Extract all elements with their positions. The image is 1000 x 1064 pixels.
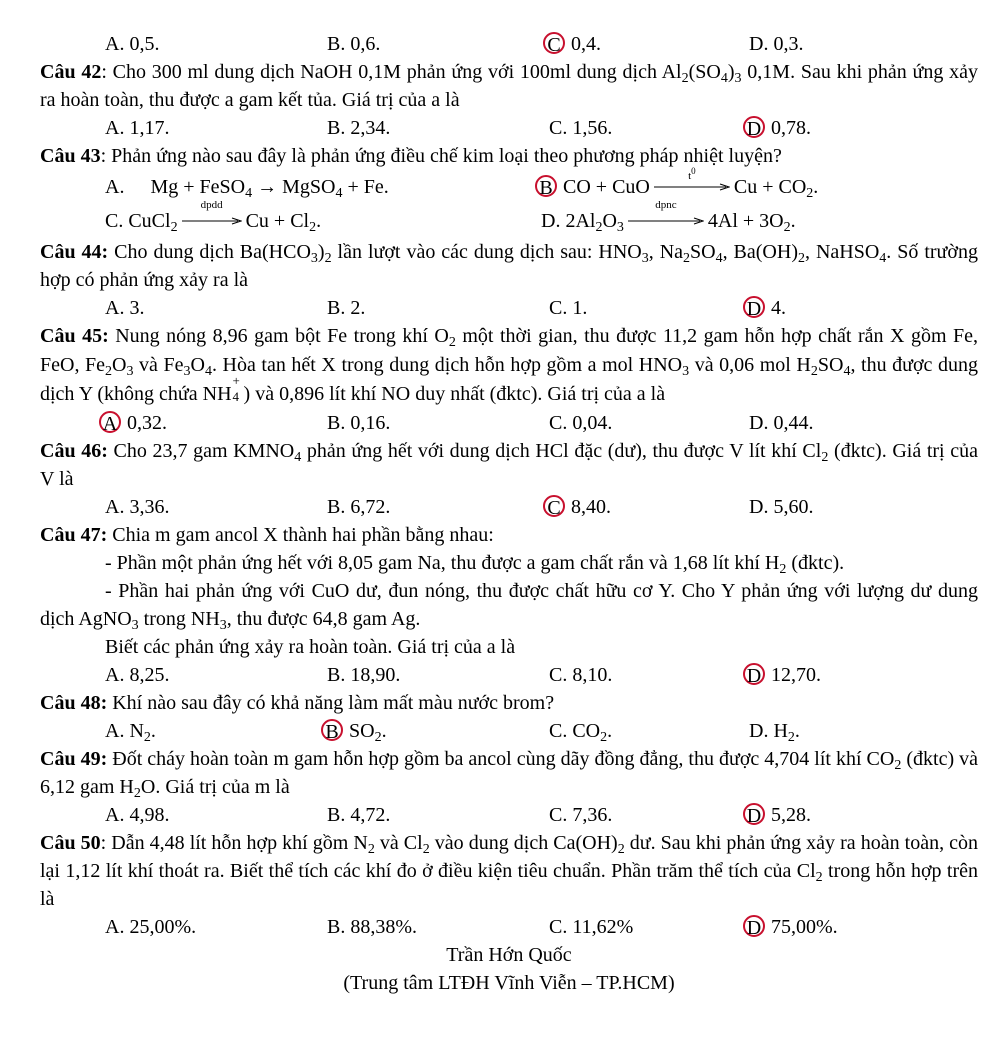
author-organization: (Trung tâm LTĐH Vĩnh Viễn – TP.HCM) (343, 972, 675, 994)
author-name: Trần Hớn Quốc (446, 944, 572, 966)
q42-option-d (746, 114, 971, 142)
answer-circle-icon: D (743, 296, 765, 318)
q45-text: O (112, 354, 127, 376)
q43-option-a (105, 173, 541, 201)
q48-options (40, 717, 978, 745)
exam-page (40, 30, 978, 997)
reaction-arrow-icon (182, 199, 242, 229)
subscript: 2 (779, 562, 787, 577)
question-42 (40, 58, 978, 114)
q46-text: Cho 23,7 gam KMNO (107, 440, 295, 462)
subscript: 2 (787, 730, 795, 745)
subscript: 4 (879, 251, 887, 266)
subscript: 4 (204, 364, 212, 379)
q50-text: vào dung dịch Ca(OH) (429, 832, 618, 854)
q45-text: và 0,06 mol H (689, 354, 811, 376)
equation-text: 4Al + 3O (707, 210, 784, 232)
equation-text: Mg + FeSO (150, 176, 246, 198)
q46-option-c-text: 8,40. (566, 496, 611, 518)
q41-options (40, 30, 978, 58)
q43-option-d (541, 199, 977, 235)
q49-text: (đktc) và 6,12 gam H (40, 748, 978, 798)
q46-text: (đktc). Giá trị của V là (40, 440, 978, 490)
subscript: 2 (681, 71, 689, 86)
q47-text: - Phần hai phản ứng với CuO dư, đun nóng, thu được chất hữu cơ Y. Cho Y phản ứng với lượng dư dung dịch AgNO (40, 580, 978, 630)
subscript: 4 (715, 251, 723, 266)
option-letter: A. (105, 176, 125, 198)
q45-option-b: B. 0,16. (327, 412, 391, 434)
q45-text: . Hòa tan hết X trong dung dịch hỗn hợp gồm a mol HNO (211, 354, 683, 376)
answer-circle-icon: D (743, 663, 765, 685)
q43-text: : Phản ứng nào sau đây là phản ứng điều chế kim loại theo phương pháp nhiệt luyện? (100, 145, 782, 167)
q45-options (40, 409, 978, 437)
subscript: 2 (617, 842, 625, 857)
q42-option-a: A. 1,17. (105, 117, 170, 139)
answer-circle-icon: C (543, 32, 565, 54)
q44-text: ) (317, 241, 325, 263)
q41-option-c (549, 30, 749, 58)
q42-text: ) (727, 61, 735, 83)
q50-option-d-text: 75,00%. (766, 916, 838, 938)
question-45 (40, 322, 978, 409)
q49-options (40, 801, 978, 829)
subscript: 3 (734, 71, 742, 86)
answer-circle-icon: A (99, 411, 121, 433)
q41-option-d: D. 0,3. (749, 33, 804, 55)
equation-text: Cu + Cl (245, 210, 310, 232)
q50-option-a: A. 25,00%. (105, 916, 197, 938)
reaction-arrow-icon (654, 166, 730, 195)
q44-options (40, 294, 978, 322)
subscript: 2 (894, 758, 902, 773)
q46-options (40, 493, 978, 521)
q48-option-d-text: D. H (749, 720, 788, 742)
superscript: 0 (691, 166, 696, 176)
q42-text: : Cho 300 ml dung dịch NaOH 0,1M phản ứng với 100ml dung dịch Al (101, 61, 682, 83)
subscript: 4 (245, 186, 253, 201)
q49-text: Đốt cháy hoàn toàn m gam hỗn hợp gồm ba ancol cùng dãy đồng đẳng, thu được 4,704 lít khí CO (107, 748, 895, 770)
q47-option-d (746, 661, 971, 689)
subscript: 3 (183, 364, 191, 379)
subscript: 2 (783, 220, 791, 235)
subscript: 2 (143, 730, 151, 745)
subscript: 3 (131, 618, 139, 633)
subscript: 4 (294, 450, 302, 465)
question-label: Câu 43 (40, 145, 101, 167)
q50-text: dư. Sau khi phản ứng xảy ra hoàn toàn, còn lại 1,12 lít khí thoát ra. Biết thể tích các khí đo ở điều kiện tiêu chuẩn. Phần trăm thể tích của Cl (40, 832, 979, 882)
q43-options-cd (40, 199, 978, 238)
question-49 (40, 745, 978, 801)
q47-options (40, 661, 978, 689)
question-44 (40, 238, 978, 294)
q48-option-b (327, 717, 549, 745)
q50-options (40, 913, 978, 941)
q48-option-b-end: . (381, 720, 387, 742)
q49-option-d (746, 801, 971, 829)
arrow-label-text: t (688, 170, 692, 182)
q48-option-a-end: . (150, 720, 156, 742)
q45-text: , thu được dung dịch Y (không chứa NH (40, 354, 979, 405)
subscript: 2 (422, 842, 430, 857)
q45-text: Nung nóng 8,96 gam bột Fe trong khí O (108, 325, 449, 347)
subscript: 2 (448, 335, 456, 350)
question-label: Câu 42 (40, 61, 102, 83)
answer-circle-icon: D (743, 116, 765, 138)
q47-part-3: Biết các phản ứng xảy ra hoàn toàn. Giá trị của a là (105, 636, 516, 658)
q47-text: (đktc). (786, 552, 845, 574)
q46-option-c (549, 493, 749, 521)
q48-option-c-text: C. CO (549, 720, 601, 742)
question-label: Câu 45: (40, 325, 109, 347)
question-47 (40, 521, 978, 549)
arrow-label (654, 165, 730, 182)
question-label: Câu 46: (40, 440, 108, 462)
subscript: 2 (797, 251, 805, 266)
q49-text: O. Giá trị của m là (140, 776, 290, 798)
subscript: 3 (682, 364, 690, 379)
q48-option-c-end: . (607, 720, 613, 742)
question-label: Câu 47: (40, 524, 108, 546)
answer-circle-icon: C (543, 495, 565, 517)
q50-text: : Dẫn 4,48 lít hỗn hợp khí gồm N (100, 832, 368, 854)
q44-option-c: C. 1. (549, 297, 588, 319)
q45-text: O (190, 354, 205, 376)
subscript: 2 (133, 786, 141, 801)
equation-text: → MgSO (252, 176, 336, 198)
q45-option-d: D. 0,44. (749, 412, 814, 434)
subscript: 3 (641, 251, 649, 266)
question-43 (40, 142, 978, 170)
q47-option-a: A. 8,25. (105, 664, 170, 686)
subscript: 2 (810, 364, 818, 379)
answer-circle-icon: D (743, 803, 765, 825)
subscript: 2 (324, 251, 332, 266)
subscript: 2 (683, 251, 691, 266)
subscript: 2 (806, 186, 814, 201)
q45-option-a (102, 409, 327, 437)
equation-text: CO + CuO (558, 176, 650, 198)
q44-text: , Na (648, 241, 684, 263)
q44-option-d-text: 4. (766, 297, 786, 319)
q46-option-d: D. 5,60. (749, 496, 814, 518)
q49-option-d-text: 5,28. (766, 804, 811, 826)
equation-text: . (813, 176, 819, 198)
q42-option-d-text: 0,78. (766, 117, 811, 139)
q48-option-d (749, 717, 971, 745)
equation-text: C. CuCl (105, 210, 171, 232)
q46-text: phản ứng hết với dung dịch HCl đặc (dư), thu được V lít khí Cl (301, 440, 822, 462)
q41-option-b: B. 0,6. (327, 33, 381, 55)
arrow-label: dpnc (655, 199, 677, 211)
question-label: Câu 48: (40, 692, 108, 714)
question-46 (40, 437, 978, 493)
equation-text: O (602, 210, 617, 232)
equation-text: + Fe. (342, 176, 389, 198)
q41-option-a: A. 0,5. (105, 33, 160, 55)
subscript: 2 (367, 842, 375, 857)
q46-option-a: A. 3,36. (105, 496, 170, 518)
subscript: 3 (616, 220, 624, 235)
q48-option-a (105, 717, 327, 745)
q44-text: . Số trường hợp có phản ứng xảy ra là (40, 241, 978, 291)
q49-option-a: A. 4,98. (105, 804, 170, 826)
q44-text: Cho dung dịch Ba(HCO (108, 241, 311, 263)
question-48 (40, 689, 978, 717)
subscript: 4 (335, 186, 343, 201)
q44-option-d (746, 294, 971, 322)
q47-option-d-text: 12,70. (766, 664, 821, 686)
question-50 (40, 829, 978, 913)
answer-circle-icon: B (535, 175, 557, 197)
subscript: 4 (232, 389, 240, 404)
subscript: 4 (843, 364, 851, 379)
q48-text: Khí nào sau đây có khả năng làm mất màu nước brom? (107, 692, 555, 714)
q50-option-c: C. 11,62% (549, 916, 634, 938)
equation-text: D. 2Al (541, 210, 596, 232)
q42-text: (SO (688, 61, 721, 83)
q42-options (40, 114, 978, 142)
q47-text: trong NH (138, 608, 220, 630)
subscript: 2 (170, 220, 178, 235)
question-label: Câu 44: (40, 241, 109, 263)
subscript: 4 (720, 71, 728, 86)
q42-option-b: B. 2,34. (327, 117, 391, 139)
q47-part-1 (40, 549, 978, 577)
q48-option-a-text: A. N (105, 720, 144, 742)
q44-text: , NaHSO (804, 241, 880, 263)
arrow-label: dpdd (200, 199, 223, 211)
q47-option-b: B. 18,90. (327, 664, 401, 686)
superscript: + (232, 373, 240, 388)
q45-text: một thời gian, thu được 11,2 gam hỗn hợp chất rắn X gồm Fe, FeO, Fe (40, 325, 979, 376)
q50-text: trong hỗn hợp trên là (40, 860, 978, 910)
equation-text: . (316, 210, 322, 232)
q47-text: , thu được 64,8 gam Ag. (226, 608, 421, 630)
q42-option-c: C. 1,56. (549, 117, 613, 139)
q44-text: , Ba(OH) (722, 241, 798, 263)
q44-option-a: A. 3. (105, 297, 145, 319)
subscript: 3 (126, 364, 134, 379)
equation-text: . (790, 210, 796, 232)
q41-option-c-text: 0,4. (566, 33, 601, 55)
q45-option-a-text: 0,32. (122, 412, 167, 434)
q50-option-b: B. 88,38%. (327, 916, 417, 938)
q48-option-b-text: SO (344, 720, 375, 742)
reaction-arrow-icon (628, 199, 704, 229)
q47-text: - Phần một phản ứng hết với 8,05 gam Na, thu được a gam chất rắn và 1,68 lít khí H (105, 552, 780, 574)
q49-option-c: C. 7,36. (549, 804, 613, 826)
q45-option-c: C. 0,04. (549, 412, 613, 434)
subscript: 2 (105, 364, 113, 379)
q48-option-d-end: . (794, 720, 800, 742)
q46-option-b: B. 6,72. (327, 496, 391, 518)
q50-option-d (746, 913, 971, 941)
answer-circle-icon: B (321, 719, 343, 741)
ion-charge (232, 373, 244, 404)
q48-option-c (549, 717, 749, 745)
subscript: 2 (821, 450, 829, 465)
q44-text: SO (690, 241, 716, 263)
q47-part-2 (40, 577, 978, 633)
subscript: 2 (600, 730, 608, 745)
answer-circle-icon: D (743, 915, 765, 937)
q43-option-c (105, 199, 541, 235)
equation-text: Cu + CO (733, 176, 807, 198)
subscript: 2 (815, 870, 823, 885)
q43-option-b (539, 166, 977, 201)
subscript: 2 (595, 220, 603, 235)
question-label: Câu 50 (40, 832, 101, 854)
q47-option-c: C. 8,10. (549, 664, 613, 686)
question-label: Câu 49: (40, 748, 108, 770)
subscript: 3 (310, 251, 318, 266)
subscript: 2 (309, 220, 317, 235)
q47-text: Chia m gam ancol X thành hai phần bằng nhau: (107, 524, 494, 546)
q42-text: 0,1M. Sau khi phản ứng xảy ra hoàn toàn, thu được a gam kết tủa. Giá trị của a là (40, 61, 978, 111)
q44-option-b: B. 2. (327, 297, 366, 319)
subscript: 2 (374, 730, 382, 745)
q50-text: và Cl (374, 832, 423, 854)
q45-text: SO (817, 354, 844, 376)
q44-text: lần lượt vào các dung dịch sau: HNO (331, 241, 642, 263)
q45-text: ) và 0,896 lít khí NO duy nhất (đktc). Giá trị của a là (243, 383, 666, 405)
q45-text: và Fe (133, 354, 184, 376)
q49-option-b: B. 4,72. (327, 804, 391, 826)
subscript: 3 (219, 618, 227, 633)
